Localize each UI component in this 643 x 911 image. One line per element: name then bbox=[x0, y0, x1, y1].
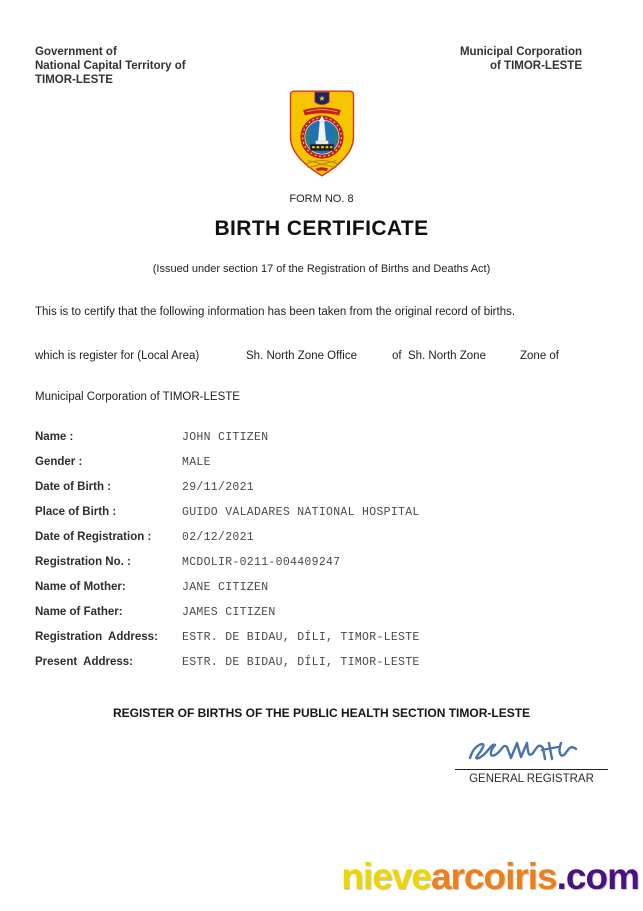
signatory-title-block bbox=[455, 769, 608, 785]
field-value: MCDOLIR-0211-004409247 bbox=[182, 556, 341, 569]
field-label: Registration No. : bbox=[35, 556, 131, 568]
field-value: JANE CITIZEN bbox=[182, 581, 269, 594]
field-row-present-address bbox=[35, 656, 623, 681]
field-row-name-of-father bbox=[35, 606, 623, 631]
registrar-signature-icon bbox=[462, 736, 584, 768]
field-value: 29/11/2021 bbox=[182, 481, 255, 494]
field-label: Place of Birth : bbox=[35, 506, 117, 518]
register-zone-name: of Sh. North Zone bbox=[392, 350, 486, 362]
field-row-date-of-registration bbox=[35, 531, 623, 556]
field-row-registration-address bbox=[35, 631, 623, 656]
field-value: GUIDO VALADARES NATIONAL HOSPITAL bbox=[182, 506, 420, 519]
site-watermark bbox=[341, 858, 639, 895]
header-right-line-2: of TIMOR-LESTE bbox=[490, 60, 582, 72]
field-label: Date of Registration : bbox=[35, 531, 152, 543]
issuing-authority-left bbox=[35, 45, 186, 87]
field-value: JOHN CITIZEN bbox=[182, 431, 269, 444]
certificate-fields bbox=[35, 431, 623, 681]
form-number: FORM NO. 8 bbox=[289, 193, 354, 205]
register-for-intro: which is register for (Local Area) bbox=[35, 350, 200, 362]
field-value: ESTR. DE BIDAU, DÍLI, TIMOR-LESTE bbox=[182, 656, 420, 669]
field-row-name-of-mother bbox=[35, 581, 623, 606]
field-label: Name : bbox=[35, 431, 74, 443]
municipal-corporation-line: Municipal Corporation of TIMOR-LESTE bbox=[35, 391, 240, 403]
register-of-births-statement: REGISTER OF BIRTHS OF THE PUBLIC HEALTH SECTION TIMOR-LESTE bbox=[112, 706, 531, 720]
field-label: Registration Address: bbox=[35, 631, 158, 643]
header-left-line-2: National Capital Territory of bbox=[35, 60, 186, 72]
certify-statement: This is to certify that the following information has been taken from the original record of births. bbox=[35, 306, 516, 318]
header-left-line-3: TIMOR-LESTE bbox=[35, 74, 113, 86]
field-value: JAMES CITIZEN bbox=[182, 606, 276, 619]
watermark-segment-com: .com bbox=[556, 856, 639, 897]
header-right-line-1: Municipal Corporation bbox=[459, 46, 582, 58]
issuing-authority-right bbox=[460, 45, 582, 73]
field-value: 02/12/2021 bbox=[182, 531, 255, 544]
coat-of-arms-icon bbox=[286, 86, 358, 181]
field-row-name bbox=[35, 431, 623, 456]
register-zone-of: Zone of bbox=[520, 350, 559, 362]
field-label: Date of Birth : bbox=[35, 481, 112, 493]
field-label: Name of Father: bbox=[35, 606, 123, 618]
page-title: BIRTH CERTIFICATE bbox=[214, 217, 429, 240]
signatory-title: GENERAL REGISTRAR bbox=[469, 773, 594, 785]
act-subtitle: (Issued under section 17 of the Registration of Births and Deaths Act) bbox=[152, 263, 491, 275]
svg-text:★: ★ bbox=[318, 94, 326, 104]
field-label: Gender : bbox=[35, 456, 83, 468]
field-label: Name of Mother: bbox=[35, 581, 126, 593]
watermark-segment-arcoiris: arcoiris bbox=[430, 856, 557, 897]
field-row-registration-no bbox=[35, 556, 623, 581]
field-row-gender bbox=[35, 456, 623, 481]
register-office-name: Sh. North Zone Office bbox=[246, 350, 358, 362]
header-left-line-1: Government of bbox=[35, 46, 117, 58]
field-label: Present Address: bbox=[35, 656, 133, 668]
field-row-place-of-birth bbox=[35, 506, 623, 531]
watermark-segment-nieve: nieve bbox=[341, 856, 431, 897]
field-value: ESTR. DE BIDAU, DÍLI, TIMOR-LESTE bbox=[182, 631, 420, 644]
field-row-date-of-birth bbox=[35, 481, 623, 506]
field-value: MALE bbox=[182, 456, 211, 469]
